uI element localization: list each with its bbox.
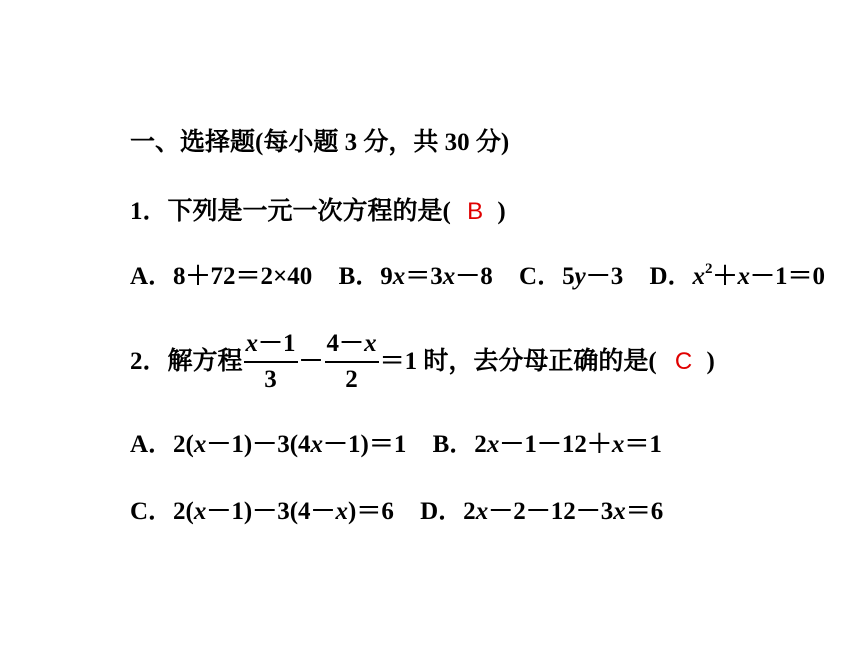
section-title-text: 一、选择题(每小题 3 分，共 30 分) [130, 129, 510, 156]
fraction-1-denominator: 3 [264, 366, 277, 393]
fraction-2-denominator: 2 [345, 366, 358, 393]
question-2-answer: C [674, 348, 693, 375]
minus-sign: － [298, 348, 324, 375]
question-1-option-c: C．5y－3 [519, 263, 624, 290]
section-title [130, 128, 509, 158]
question-1-stem [130, 197, 506, 227]
question-2-text-mid: ＝1 时，去分母正确的是( [379, 348, 657, 375]
fraction-1 [244, 330, 298, 394]
question-2-close-paren: ) [706, 348, 715, 375]
question-1-close-paren: ) [497, 198, 506, 225]
question-2-option-a: A．2(x－1)－3(4x－1)＝1 [130, 431, 407, 458]
question-2-options-row-1 [130, 430, 662, 460]
question-1-option-a: A．8＋72＝2×40 [130, 263, 313, 290]
question-2-option-b: B．2x－1－12＋x＝1 [432, 431, 662, 458]
question-2-text: 2．解方程 [130, 348, 243, 375]
question-1-options [130, 262, 825, 292]
question-2-option-d: D．2x－2－12－3x＝6 [420, 498, 664, 525]
question-1-option-d: D．$x^2+x-1=0$ [649, 261, 826, 290]
question-1-text: 1．下列是一元一次方程的是( [130, 198, 451, 225]
fraction-2-numerator: 4－x [325, 330, 379, 363]
question-2-options-row-2 [130, 497, 663, 527]
question-1-answer: B [467, 198, 484, 225]
question-2-stem [130, 330, 715, 394]
fraction-2 [325, 330, 379, 394]
fraction-1-numerator: x－1 [244, 330, 298, 363]
question-1-option-b: B．9x＝3x－8 [338, 263, 493, 290]
question-2-option-c: C．2(x－1)－3(4－x)＝6 [130, 498, 394, 525]
